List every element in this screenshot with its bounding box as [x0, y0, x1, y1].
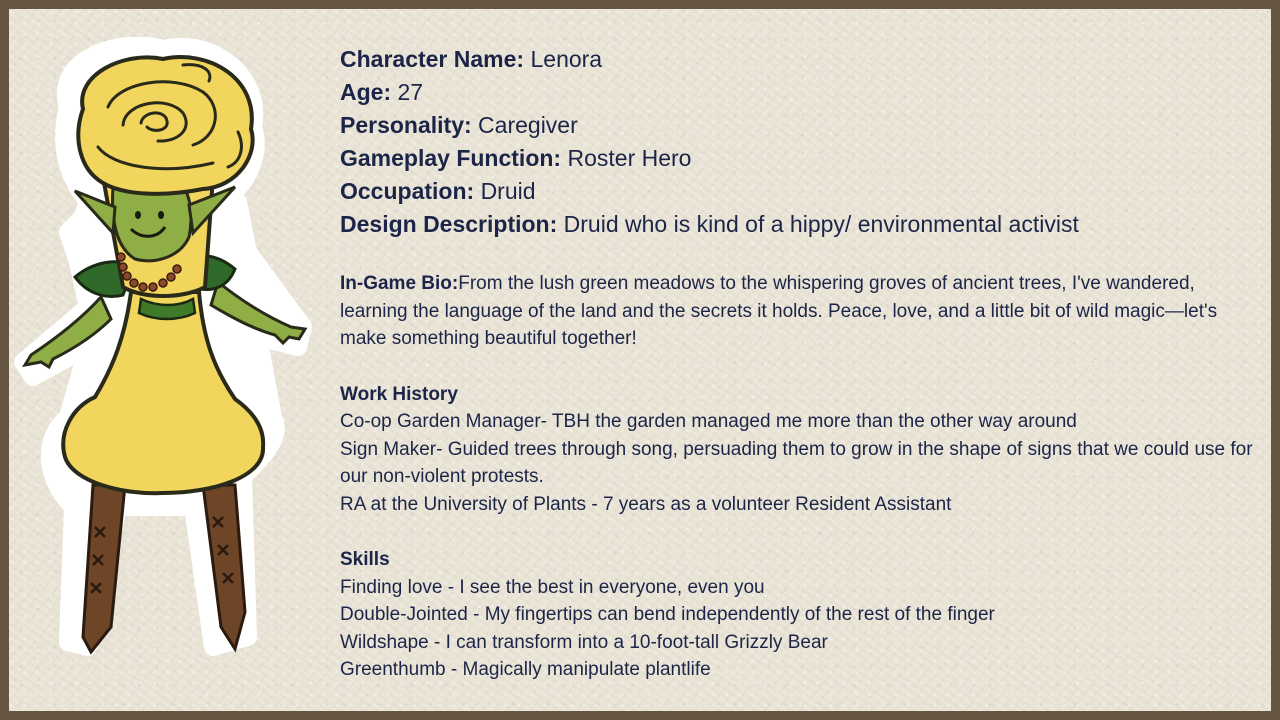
work-history-item: RA at the University of Plants - 7 years as a volunteer Resident Assistant [340, 493, 952, 515]
field-personality [340, 109, 1260, 142]
field-occupation [340, 175, 1260, 208]
skills-section [340, 546, 1260, 684]
character-illustration [13, 37, 315, 667]
field-value: 27 [397, 79, 424, 105]
skill-item: Wildshape - I can transform into a 10-foot-tall Grizzly Bear [340, 631, 828, 653]
field-value: Druid who is kind of a hippy/ environmental activist [563, 211, 1079, 237]
skill-item: Double-Jointed - My fingertips can bend independently of the rest of the finger [340, 604, 995, 625]
field-value: Roster Hero [567, 145, 692, 171]
work-history-item: Sign Maker- Guided trees through song, persuading them to grow in the shape of signs that we could use for our non-violent protests. [340, 438, 1253, 487]
bio-text: From the lush green meadows to the whispering groves of ancient trees, I've wandered, learning the language of the land and the secrets it holds. Peace, love, and a little bit of wild magic—let's make something beautiful together! [340, 273, 1218, 349]
character-sheet-text [340, 43, 1260, 684]
field-value: Lenora [530, 46, 603, 72]
field-label: Age: [340, 79, 392, 105]
field-label: Design Description: [340, 211, 558, 237]
field-label: Gameplay Function: [340, 145, 562, 171]
work-history-item: Co-op Garden Manager- TBH the garden managed me more than the other way around [340, 411, 1077, 432]
work-history-section [340, 381, 1260, 519]
skill-item: Greenthumb - Magically manipulate plantlife [340, 659, 711, 680]
bio-label: In-Game Bio: [340, 273, 459, 294]
field-age [340, 76, 1260, 109]
field-character-name [340, 43, 1260, 76]
in-game-bio [340, 270, 1260, 353]
field-label: Occupation: [340, 178, 475, 204]
field-value: Caregiver [478, 112, 578, 138]
field-design-description [340, 208, 1260, 241]
field-label: Character Name: [340, 46, 525, 72]
field-value: Druid [480, 178, 536, 204]
field-gameplay-function [340, 142, 1260, 175]
skills-title: Skills [340, 549, 390, 570]
work-history-title: Work History [340, 383, 458, 405]
field-label: Personality: [340, 112, 472, 138]
skill-item: Finding love - I see the best in everyone, even you [340, 576, 765, 598]
